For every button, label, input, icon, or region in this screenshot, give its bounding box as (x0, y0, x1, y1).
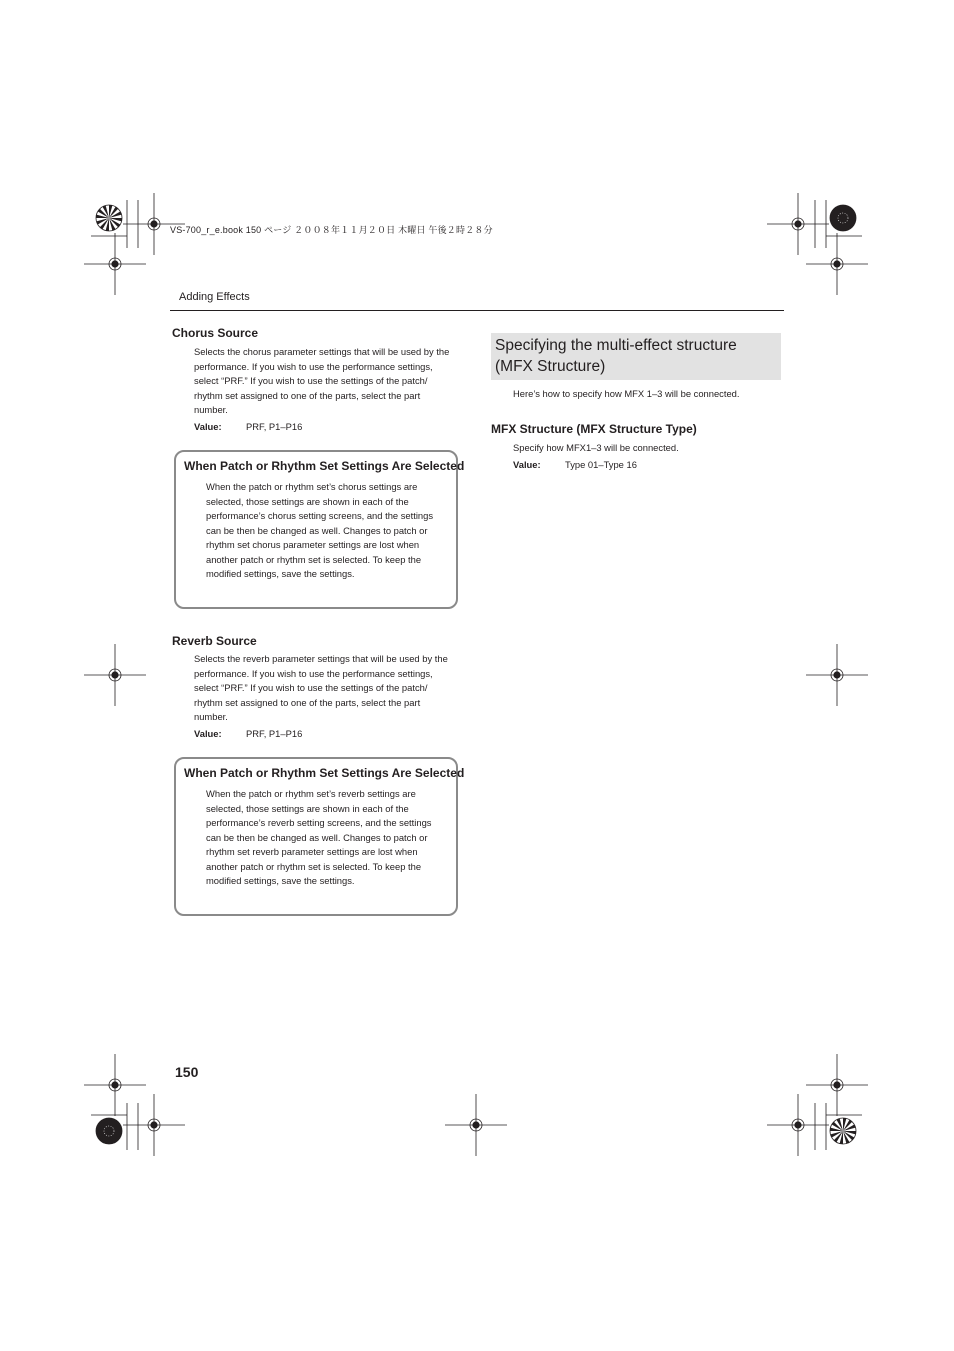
reverb-note-body: When the patch or rhythm set’s reverb settings are selected, those settings are shown in each of the performance’s reverb setting screens, and the settings can be then be changed as well. Changes to patch or rhythm set reverb parameter settings are lost when another patch or rhythm set is selected. To keep the modified settings, save the settings. (206, 788, 432, 886)
registration-crosshair-icon (84, 644, 146, 706)
mfx-section-title: Specifying the multi-effect structure (MFX Structure) (495, 337, 737, 375)
header-rule (170, 310, 784, 311)
reverb-source-description: Selects the reverb parameter settings that will be used by the performance. If you wish to use the performance settings, select “PRF.” If you wish to use the settings of the patch/ rhythm set assigned to one of the parts, select the part number. (194, 653, 448, 722)
page-number: 150 (175, 1064, 199, 1080)
chorus-note-box (174, 450, 465, 609)
registration-star-target-icon (96, 1118, 122, 1144)
mfx-structure-description: Specify how MFX1–3 will be connected. (513, 442, 679, 453)
registration-crosshair-icon (767, 1094, 829, 1156)
registration-crosshair-icon (445, 1094, 507, 1156)
mfx-section-title-bar (491, 333, 781, 380)
chorus-note-title: When Patch or Rhythm Set Settings Are Selected (184, 459, 465, 473)
mfx-intro: Here’s how to specify how MFX 1–3 will be connected. (513, 388, 740, 399)
registration-crosshair-icon (123, 1094, 185, 1156)
running-head: Adding Effects (179, 291, 250, 303)
registration-crosshair-icon (767, 193, 829, 255)
mfx-structure-heading: MFX Structure (MFX Structure Type) (491, 422, 697, 436)
registration-star-target-icon (830, 205, 856, 231)
registration-star-target-icon (96, 205, 122, 231)
reverb-note-box (174, 757, 465, 916)
reverb-note-title: When Patch or Rhythm Set Settings Are Selected (184, 766, 465, 780)
chorus-note-body: When the patch or rhythm set’s chorus settings are selected, those settings are shown in each of the performance’s chorus setting screens, and the settings can be then be changed as well. Changes to patch or rhythm set chorus parameter settings are lost when another patch or rhythm set is selected. To keep the modified settings, save the settings. (206, 481, 434, 579)
reverb-source-heading: Reverb Source (172, 634, 257, 648)
chorus-source-value: Value: PRF, P1–P16 (194, 421, 303, 432)
registration-star-target-icon (830, 1118, 856, 1144)
registration-crosshair-icon (806, 644, 868, 706)
reverb-source-value: Value: PRF, P1–P16 (194, 728, 303, 739)
chorus-source-description: Selects the chorus parameter settings that will be used by the performance. If you wish to use the performance settings, select “PRF.” If you wish to use the settings of the patch/ rhythm set assigned to one of the parts, select the part number. (194, 346, 450, 415)
registration-crosshair-icon (84, 233, 146, 295)
print-header: VS-700_r_e.book 150 ページ ２００８年１１月２０日 木曜日 午後２時２８分 (170, 225, 493, 235)
mfx-structure-value: Value: Type 01–Type 16 (513, 459, 637, 470)
registration-crosshair-icon (84, 1054, 146, 1116)
chorus-source-heading: Chorus Source (172, 326, 259, 340)
